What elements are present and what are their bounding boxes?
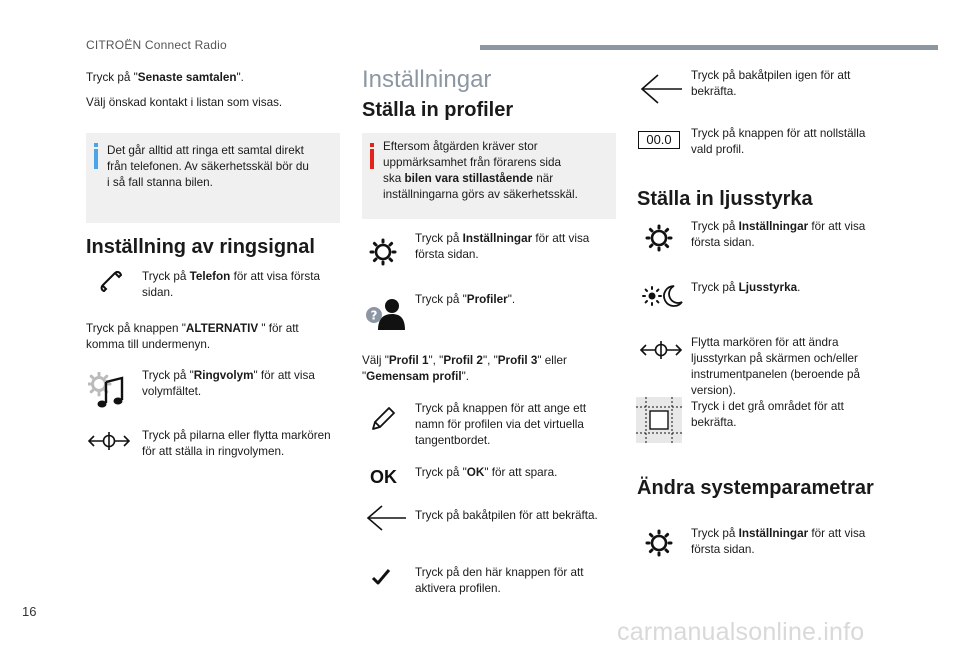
slider-cursor-icon-2 — [638, 337, 684, 363]
phone-icon — [98, 269, 124, 295]
grey-area-icon — [636, 397, 682, 443]
info-note-text: Det går alltid att ringa ett samtal direkt från telefonen. Av säkerhetsskäl bör du i så fall stanna bilen. — [107, 144, 309, 189]
main-title: Inställningar — [362, 66, 492, 93]
watermark: carmanualsonline.info — [617, 618, 865, 646]
header-title: CITROËN Connect Radio — [86, 38, 227, 52]
profiler-step-8: Tryck på bakåtpilen igen för att bekräfta. — [691, 69, 851, 98]
page-number: 16 — [22, 604, 37, 619]
profiler-step-4: Tryck på knappen för att ange ett namn för profilen via det virtuella tangentbordet. — [415, 402, 587, 447]
profiler-step-5: Tryck på "OK" för att spara. — [415, 466, 558, 479]
profiler-step-9: Tryck på knappen för att nollställa vald profil. — [691, 127, 866, 156]
col1-paragraph-1: Tryck på "Senaste samtalen". — [86, 71, 244, 84]
settings-gear-icon-3 — [645, 529, 673, 557]
warning-marker-dot — [370, 143, 374, 147]
back-arrow-icon-2 — [638, 72, 684, 106]
ringsignal-step-4: Tryck på pilarna eller flytta markören för att ställa in ringvolymen. — [142, 429, 331, 458]
profile-user-icon — [364, 296, 406, 332]
warning-note — [362, 133, 616, 219]
section-title-ljusstyrka: Ställa in ljusstyrka — [637, 188, 813, 210]
profiler-step-6: Tryck på bakåtpilen för att bekräfta. — [415, 509, 598, 522]
info-marker-icon — [94, 149, 98, 169]
ljusstyrka-step-3: Flytta markören för att ändra ljusstyrkan på skärmen och/eller instrumentpanelen (beroende på version). — [691, 336, 860, 397]
section-title-profiler: Ställa in profiler — [362, 99, 514, 121]
ljusstyrka-step-4: Tryck i det grå området för att bekräfta. — [691, 400, 844, 429]
header-bar — [480, 45, 938, 50]
svg-text:?: ? — [370, 308, 378, 323]
profiler-step-1: Tryck på Inställningar för att visa första sidan. — [415, 232, 590, 261]
warning-marker-icon — [370, 149, 374, 169]
profiler-step-2: Tryck på "Profiler". — [415, 293, 516, 306]
profiler-step-7: Tryck på den här knappen för att aktivera profilen. — [415, 566, 584, 595]
profiler-step-3: Välj "Profil 1", "Profil 2", "Profil 3" eller "Gemensam profil". — [362, 354, 567, 383]
ringsignal-step-2: Tryck på knappen "ALTERNATIV " för att komma till undermenyn. — [86, 322, 299, 351]
back-arrow-icon — [364, 503, 408, 533]
checkmark-icon — [371, 568, 391, 586]
ringtone-settings-icon — [88, 372, 130, 410]
info-note — [86, 133, 340, 223]
systemparametrar-step-1: Tryck på Inställningar för att visa första sidan. — [691, 527, 866, 556]
brightness-icon — [640, 282, 686, 310]
ringsignal-step-3: Tryck på "Ringvolym" för att visa volymfältet. — [142, 369, 315, 398]
info-marker-dot — [94, 143, 98, 147]
reset-profile-icon: 00.0 — [638, 131, 680, 149]
settings-gear-icon-2 — [645, 224, 673, 252]
section-title-ringsignal: Inställning av ringsignal — [86, 236, 315, 258]
ljusstyrka-step-1: Tryck på Inställningar för att visa första sidan. — [691, 220, 866, 249]
ljusstyrka-step-2: Tryck på Ljusstyrka. — [691, 281, 801, 294]
pencil-icon — [368, 404, 398, 434]
settings-gear-icon — [369, 238, 397, 266]
col1-paragraph-2: Välj önskad kontakt i listan som visas. — [86, 96, 283, 109]
slider-cursor-icon — [86, 428, 132, 454]
ringsignal-step-1: Tryck på Telefon för att visa första sidan. — [142, 270, 320, 299]
warning-note-text: Eftersom åtgärden kräver stor uppmärksamhet från förarens sida ska bilen vara stillastående när inställningarna görs av säkerhetsskäl. — [383, 140, 578, 201]
ok-icon: OK — [370, 467, 397, 487]
section-title-systemparametrar: Ändra systemparametrar — [637, 477, 874, 499]
